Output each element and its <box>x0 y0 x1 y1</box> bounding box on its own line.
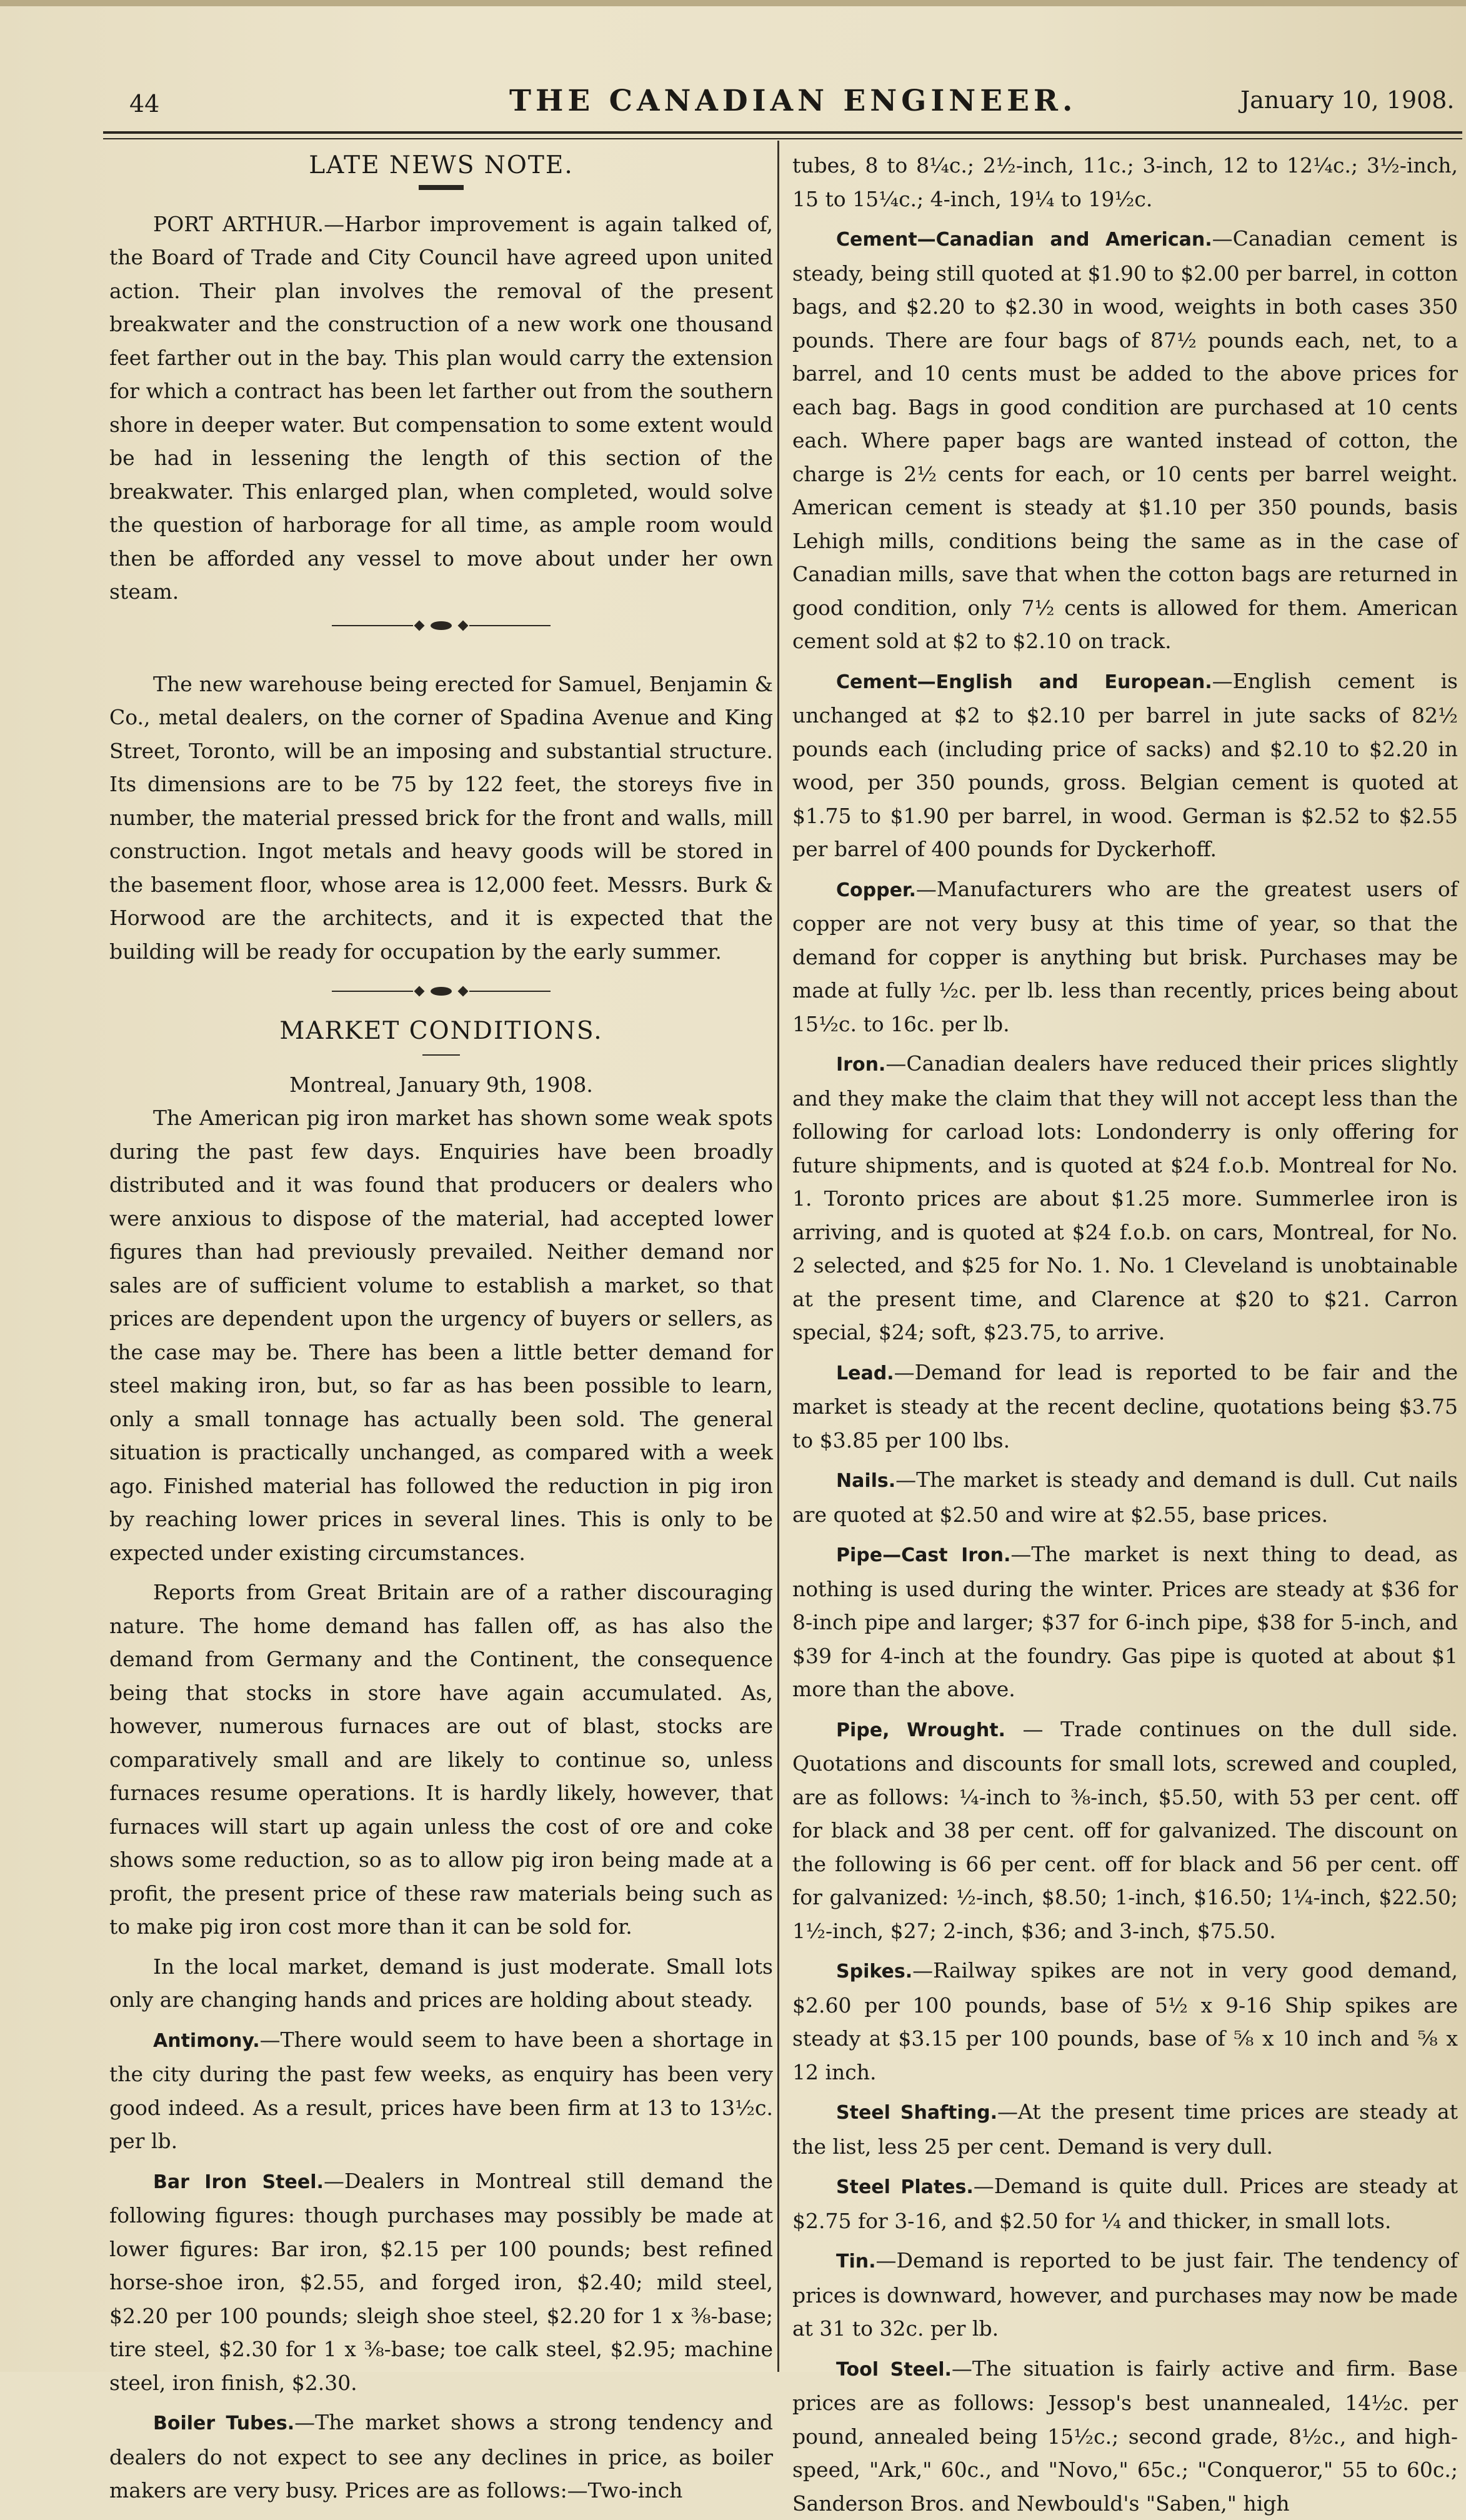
page-top-edge <box>0 0 1466 6</box>
item-name: Spikes. <box>836 1961 912 1982</box>
market-item-cement-english <box>792 664 1458 866</box>
item-text: —Canadian dealers have reduced their prices slightly and they make the claim that they will not accept less than the following for carload lots: Londonderry is only offering for future shipments, and is quoted at $24 f.o.b. Montreal for No. 1. Toronto prices are about $1.25 more. Summerlee iron is arriving, and is quoted at $24 f.o.b. on cars, Montreal, for No. 2 selected, and $25 for No. 1. No. 1 Cleveland is unobtainable at the present time, and Clarence at $20 to $21. Carron special, $24; soft, $23.75, to arrive. <box>792 1051 1458 1344</box>
item-text: —The market is steady and demand is dull. Cut nails are quoted at $2.50 and wire at $2.55, base prices. <box>792 1468 1458 1527</box>
item-text: —English cement is unchanged at $2 to $2.10 per barrel in jute sacks of 82½ pounds each (including price of sacks) and $2.10 to $2.20 in wood, per 350 pounds, gross. Belgian cement is quoted at $1.75 to $1.90 per barrel, in wood. German is $2.52 to $2.55 per barrel of 400 pounds for Dyckerhoff. <box>792 669 1458 862</box>
boiler-tubes-continued: tubes, 8 to 8¼c.; 2½-inch, 11c.; 3-inch, 12 to 12¼c.; 3½-inch, 15 to 15¼c.; 4-inch, 19¼ to 19½c. <box>792 149 1458 216</box>
market-intro-2: Reports from Great Britain are of a rather discouraging nature. The home demand has fallen off, as has also the demand from Germany and the Continent, the consequence being that stocks in store have again accumulated. As, however, numerous furnaces are out of blast, stocks are comparatively small and are likely to continue so, unless furnaces resume operations. It is hardly likely, however, that furnaces will start up again unless the cost of ore and coke shows some reduction, so as to allow pig iron being made at a profit, the present price of these raw materials being such as to make pig iron cost more than it can be sold for. <box>109 1576 773 1944</box>
item-text: —Demand is quite dull. Prices are steady at $2.75 for 3-16, and $2.50 for ¼ and thicker, in small lots. <box>792 2174 1458 2233</box>
market-intro-3: In the local market, demand is just moderate. Small lots only are changing hands and prices are holding about steady. <box>109 1950 773 2017</box>
item-name: Nails. <box>836 1470 895 1492</box>
item-name: Pipe, Wrought. <box>836 1719 1005 1741</box>
market-item-tool-steel <box>792 2352 1458 2520</box>
item-name: Steel Plates. <box>836 2176 974 2198</box>
item-name: Boiler Tubes. <box>153 2412 294 2434</box>
market-conditions-heading: MARKET CONDITIONS. <box>109 1014 773 1048</box>
item-text: —The market shows a strong tendency and dealers do not expect to see any declines in price, as boiler makers are very busy. Prices are as follows:—Two-inch <box>109 2410 773 2502</box>
market-item-pipe-wrought <box>792 1712 1458 1948</box>
market-item-iron <box>792 1047 1458 1349</box>
market-item-cement-canadian <box>792 222 1458 658</box>
item-text: —Canadian cement is steady, being still quoted at $1.90 to $2.00 per barrel, in cotton bags, and $2.20 to $2.30 in wood, weights in both cases 350 pounds. There are four bags of 87½ pounds each, net, to a barrel, and 10 cents must be added to the above prices for each bag. Bags in good condition are purchased at 10 cents each. Where paper bags are wanted instead of cotton, the charge is 2½ cents for each, or 10 cents per barrel weight. American cement is steady at $1.10 per 350 pounds, basis Lehigh mills, conditions being the same as in the case of Canadian mills, save that when the cotton bags are returned in good condition, only 7½ cents is allowed for them. American cement sold at $2 to $2.10 on track. <box>792 226 1458 653</box>
header-rule-thick <box>103 131 1462 134</box>
market-item-pipe-cast-iron <box>792 1538 1458 1706</box>
item-name: Antimony. <box>153 2030 260 2052</box>
item-name: Bar Iron Steel. <box>153 2171 324 2193</box>
late-news-port-arthur: PORT ARTHUR.—Harbor improvement is again talked of, the Board of Trade and City Council have agreed upon united action. Their plan involves the removal of the present breakwater and the construction of a new work one thousand feet farther out in the bay. This plan would carry the extension for which a contract has been let farther out from the southern shore in deeper water. But compensation to some extent would be had in lessening the length of this section of the breakwater. This enlarged plan, when completed, would solve the question of harborage for all time, as ample room would then be afforded any vessel to move about under her own steam. <box>109 208 773 609</box>
item-name: Cement—Canadian and American. <box>836 229 1212 251</box>
market-item-lead <box>792 1356 1458 1458</box>
item-text: —Dealers in Montreal still demand the following figures: though purchases may possibly be made at lower figures: Bar iron, $2.15 per 100 pounds; best refined horse-shoe iron, $2.55, and forged iron, $2.40; mild steel, $2.20 per 100 pounds; sleigh shoe steel, $2.20 for 1 x ⅜-base; tire steel, $2.30 for 1 x ⅜-base; toe calk steel, $2.95; machine steel, iron finish, $2.30. <box>109 2169 773 2395</box>
item-text: —At the present time prices are steady at the list, less 25 per cent. Demand is very dull. <box>792 2099 1458 2159</box>
journal-title: THE CANADIAN ENGINEER. <box>509 84 1077 118</box>
item-text: — Trade continues on the dull side. Quotations and discounts for small lots, screwed and coupled, are as follows: ¼-inch to ⅜-inch, $5.50, with 53 per cent. off for black and 38 per cent. off for galvanized. The discount on the following is 66 per cent. off for black and 56 per cent. off for galvanized: ½-inch, $8.50; 1-inch, $16.50; 1¼-inch, $22.50; 1½-inch, $27; 2-inch, $36; and 3-inch, $75.50. <box>792 1717 1458 1943</box>
item-name: Lead. <box>836 1362 894 1384</box>
item-text: —Manufacturers who are the greatest users of copper are not very busy at this time of year, so that the demand for copper is anything but brisk. Purchases may be made at fully ½c. per lb. less than recently, prices being about 15½c. to 16c. per lb. <box>792 877 1458 1036</box>
market-item-spikes <box>792 1954 1458 2089</box>
issue-date: January 10, 1908. <box>1240 86 1455 114</box>
ornament-divider <box>109 621 773 630</box>
item-name: Iron. <box>836 1054 885 1076</box>
item-name: Pipe—Cast Iron. <box>836 1544 1010 1566</box>
heading-underline <box>419 185 464 190</box>
market-item-copper <box>792 872 1458 1041</box>
item-name: Copper. <box>836 879 916 901</box>
page-header <box>103 80 1434 136</box>
item-text: —The market is next thing to dead, as nothing is used during the winter. Prices are steady at $36 for 8-inch pipe and larger; $37 for 6-inch pipe, $38 for 5-inch, and $39 for 4-inch at the foundry. Gas pipe is quoted at about $1 more than the above. <box>792 1542 1458 1701</box>
left-column <box>109 149 773 2508</box>
market-item-steel-shafting <box>792 2095 1458 2163</box>
market-item-antimony <box>109 2023 773 2158</box>
market-item-steel-plates <box>792 2169 1458 2238</box>
item-name: Cement—English and European. <box>836 671 1212 693</box>
item-text: —Railway spikes are not in very good demand, $2.60 per 100 pounds, base of 5½ x 9-16 Ship spikes are steady at $3.15 per 100 pounds, base of ⅝ x 10 inch and ⅝ x 12 inch. <box>792 1958 1458 2084</box>
heading-underline-2 <box>422 1054 460 1056</box>
market-item-bar-iron-steel <box>109 2164 773 2400</box>
market-item-boiler-tubes <box>109 2406 773 2508</box>
column-divider <box>777 141 779 2372</box>
market-intro-1: The American pig iron market has shown some weak spots during the past few days. Enquiries have been broadly distributed and it was found that producers or dealers who were anxious to dispose of the material, had accepted lower figures than had previously prevailed. Neither demand nor sales are of sufficient volume to establish a market, so that prices are dependent upon the urgency of buyers or sellers, as the case may be. There has been a little better demand for steel making iron, but, so far as has been possible to learn, only a small tonnage has actually been sold. The general situation is practically unchanged, as compared with a week ago. Finished material has followed the reduction in pig iron by reaching lower prices in several lines. This is only to be expected under existing circumstances. <box>109 1101 773 1569</box>
item-text: —Demand is reported to be just fair. The tendency of prices is downward, however, and purchases may now be made at 31 to 32c. per lb. <box>792 2248 1458 2341</box>
item-text: —There would seem to have been a shortage in the city during the past few weeks, as enquiry has been very good indeed. As a result, prices have been firm at 13 to 13½c. per lb. <box>109 2028 773 2154</box>
right-column <box>792 149 1458 2361</box>
ornament-divider-2 <box>109 987 773 996</box>
item-name: Tin. <box>836 2251 876 2272</box>
market-dateline: Montreal, January 9th, 1908. <box>109 1068 773 1102</box>
late-news-heading: LATE NEWS NOTE. <box>109 149 773 182</box>
page-number: 44 <box>129 90 159 118</box>
header-rule-thin <box>103 138 1462 139</box>
item-text: —The situation is fairly active and firm. Base prices are as follows: Jessop's best unannealed, 14½c. per pound, annealed being 15½c.; second grade, 8½c., and high-speed, "Ark," 60c., and "Novo," 65c.; "Conqueror," 55 to 60c.; Sanderson Bros. and Newbould's "Saben," high <box>792 2356 1458 2516</box>
late-news-warehouse: The new warehouse being erected for Samuel, Benjamin & Co., metal dealers, on the corner of Spadina Avenue and King Street, Toronto, will be an imposing and substantial structure. Its dimensions are to be 75 by 122 feet, the storeys five in number, the material pressed brick for the front and walls, mill construction. Ingot metals and heavy goods will be stored in the basement floor, whose area is 12,000 feet. Messrs. Burk & Horwood are the architects, and it is expected that the building will be ready for occupation by the early summer. <box>109 668 773 969</box>
market-item-tin <box>792 2244 1458 2346</box>
item-name: Steel Shafting. <box>836 2102 997 2124</box>
item-name: Tool Steel. <box>836 2359 952 2381</box>
market-item-nails <box>792 1463 1458 1531</box>
item-text: —Demand for lead is reported to be fair and the market is steady at the recent decline, quotations being $3.75 to $3.85 per 100 lbs. <box>792 1360 1458 1452</box>
